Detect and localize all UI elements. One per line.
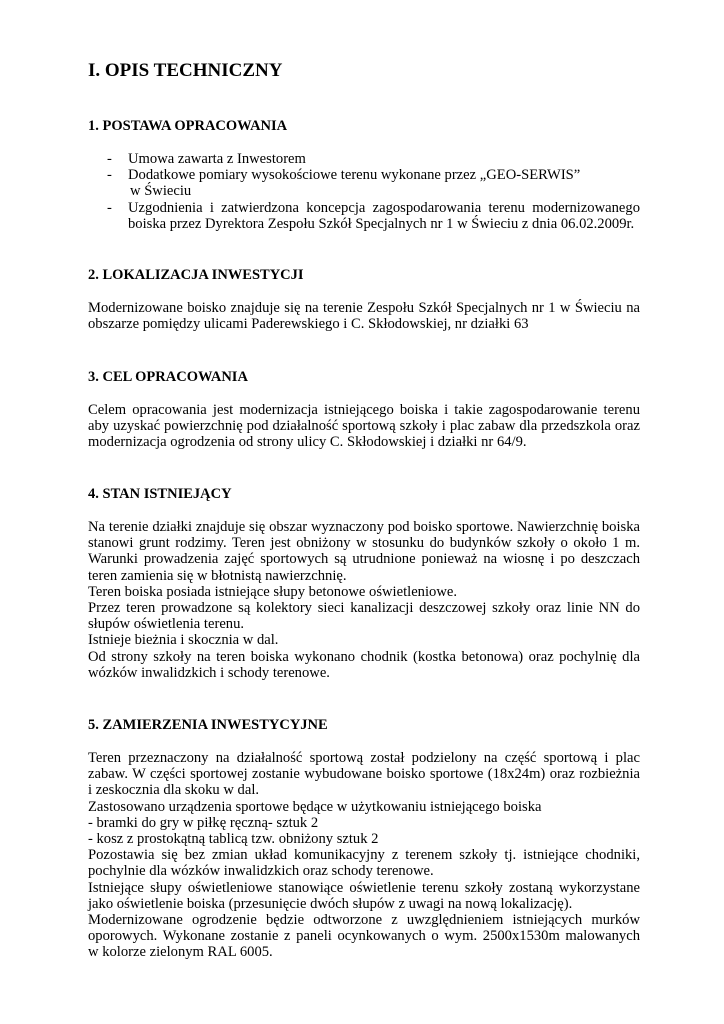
text-line: Pozostawia się bez zmian układ komunikacyjny z terenem szkoły tj. istniejące chodniki, <box>88 847 640 864</box>
list-dash: - <box>107 199 112 216</box>
text-line: i zeskocznia dla skoku w dal. <box>88 782 260 799</box>
text-line: Modernizowane boisko znajduje się na terenie Zespołu Szkół Specjalnych nr 1 w Świeciu na <box>88 300 640 316</box>
text-line: pochylnie dla wózków inwalidzkich oraz schody terenowe. <box>88 863 434 880</box>
list-item <box>88 151 640 167</box>
text-line: wózków inwalidzkich i schody terenowe. <box>88 664 330 681</box>
text-line: Modernizowane ogrodzenie będzie odtworzone z uwzględnieniem istniejących murków <box>88 912 640 929</box>
text-line: - kosz z prostokątną tablicą tzw. obniżony sztuk 2 <box>88 831 379 848</box>
section-3-text <box>88 402 640 451</box>
text-line: Teren przeznaczony na działalność sportową został podzielony na część sportową i plac <box>88 750 640 766</box>
text-line: Istnieje bieżnia i skocznia w dal. <box>88 632 279 649</box>
section-2-text <box>88 300 640 332</box>
text-line: słupów oświetlenia terenu. <box>88 616 245 633</box>
section-5-text <box>88 750 640 961</box>
list-dash: - <box>107 167 112 184</box>
list-item <box>88 167 640 199</box>
text-line: Warunki prowadzenia zajęć sportowych są utrudnione ponieważ na wiosnę i po deszczach <box>88 551 640 568</box>
list-item-line: boiska przez Dyrektora Zespołu Szkół Specjalnych nr 1 w Świeciu z dnia 06.02.2009r. <box>128 215 635 232</box>
text-line: Na terenie działki znajduje się obszar wyznaczony pod boisko sportowe. Nawierzchnię boiska <box>88 519 640 535</box>
list-dash: - <box>107 151 112 167</box>
list-item <box>88 200 640 232</box>
text-line: stanowi grunt rodzimy. Teren jest obniżony w stosunku do budynków szkoły o około 1 m. <box>88 535 640 552</box>
list-item-line: Dodatkowe pomiary wysokościowe terenu wykonane przez „GEO-SERWIS” <box>128 167 581 184</box>
list-item-line: Umowa zawarta z Inwestorem <box>128 151 306 167</box>
text-line: - bramki do gry w piłkę ręczną- sztuk 2 <box>88 814 319 831</box>
section-1-heading: 1. POSTAWA OPRACOWANIA <box>88 118 288 134</box>
section-2-heading: 2. LOKALIZACJA INWESTYCJI <box>88 267 304 283</box>
text-line: Przez teren prowadzone są kolektory sieci kanalizacji deszczowej szkoły oraz linie NN do <box>88 600 640 617</box>
document-title: I. OPIS TECHNICZNY <box>88 60 283 81</box>
list-item-line: Uzgodnienia i zatwierdzona koncepcja zagospodarowania terenu modernizowanego <box>128 199 640 216</box>
list-item-line: w Świeciu <box>130 183 192 200</box>
text-line: w kolorze zielonym RAL 6005. <box>88 944 273 961</box>
text-line: Zastosowano urządzenia sportowe będące w użytkowaniu istniejącego boiska <box>88 798 542 815</box>
text-line: obszarze pomiędzy ulicami Paderewskiego i C. Skłodowskiej, nr działki 63 <box>88 316 529 333</box>
text-line: jako oświetlenie boiska (przesunięcie dwóch słupów z uwagi na nową lokalizację). <box>88 895 573 912</box>
text-line: Od strony szkoły na teren boiska wykonano chodnik (kostka betonowa) oraz pochylnię dla <box>88 648 640 665</box>
section-3-heading: 3. CEL OPRACOWANIA <box>88 369 248 385</box>
text-line: Teren boiska posiada istniejące słupy betonowe oświetleniowe. <box>88 583 457 600</box>
section-4-heading: 4. STAN ISTNIEJĄCY <box>88 486 232 502</box>
text-line: Celem opracowania jest modernizacja istniejącego boiska i takie zagospodarowanie terenu <box>88 402 640 418</box>
section-5-heading: 5. ZAMIERZENIA INWESTYCYJNE <box>88 717 328 733</box>
section-4-text <box>88 519 640 681</box>
text-line: zabaw. W części sportowej zostanie wybudowane boisko sportowe (18x24m) oraz rozbieżnia <box>88 766 640 783</box>
section-1-list <box>88 151 640 232</box>
text-line: modernizacja ogrodzenia od strony ulicy C. Skłodowskiej i działki nr 64/9. <box>88 434 527 451</box>
text-line: aby uzyskać powierzchnię pod działalność sportową szkoły i plac zabaw dla przedszkola oraz <box>88 418 640 435</box>
text-line: Istniejące słupy oświetleniowe stanowiące oświetlenie terenu szkoły zostaną wykorzystane <box>88 879 640 896</box>
text-line: teren zamienia się w błotnistą nawierzchnię. <box>88 567 347 584</box>
text-line: oporowych. Wykonane zostanie z paneli ocynkowanych o wym. 2500x1530m malowanych <box>88 928 640 945</box>
